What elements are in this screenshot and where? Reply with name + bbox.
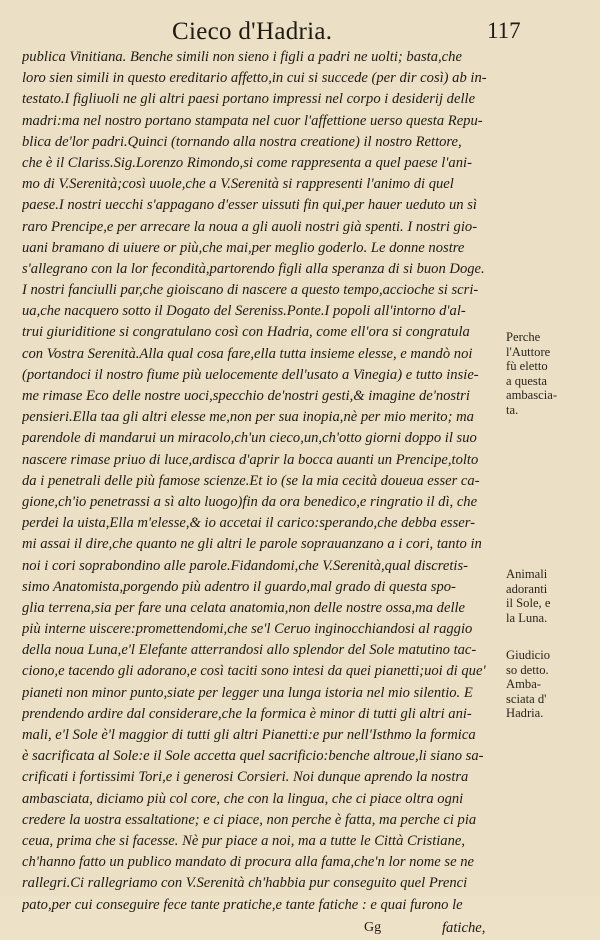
text-line: della noua Luna,e'l Elefante atterrandosi allo splendor del Sole matutino tac- [22,642,477,659]
text-line: perdei la uista,Ella m'elesse,& io accetai il carico:sperando,che debba esser- [22,515,475,532]
text-line: più interne uiscere:promettendomi,che se'l Ceruo inginocchiandosi al raggio [22,621,473,638]
margin-note-line: Hadria. [506,706,544,721]
signature-mark: Gg [364,919,382,935]
text-line: madri:ma nel nostro portano stampata nel cuor l'affettione uerso questa Repu- [22,112,483,129]
text-line: che è il Clariss.Sig.Lorenzo Rimondo,si come rappresenta a quel paese l'ani- [22,154,472,171]
margin-note-line: adoranti [506,581,548,596]
text-line: con Vostra Serenità.Alla qual cosa fare,ella tutta insieme elesse, e mandò noi [22,345,473,362]
text-line: nascere rimase priuo di luce,ardisca d'aprir la bocca auanti un Prencipe,tolto [22,451,479,468]
margin-note-line: Perche [506,330,541,344]
margin-note-line: sciata d' [506,691,547,706]
margin-note-animals-adoring [506,567,550,625]
text-line: simo Anatomista,porgendo più adentro il guardo,mal grado di questa spo- [22,578,456,595]
text-line: s'allegrano con la lor fecondità,partorendo figli alla speranza di si buon Doge. [22,260,485,277]
text-line: noi i cori soprabondino alle parole.Fidandomi,che V.Serenità,qual discretis- [22,557,469,574]
text-line: I nostri fanciulli par,che gioiscano di nascere a questo tempo,accioche si scri- [22,282,479,299]
text-line: mo di V.Serenità;così uuole,che a V.Serenità si rappresenti l'animo di quel [22,176,454,193]
margin-note-line: fù eletto [506,359,548,374]
text-line: publica Vinitiana. Benche simili non sieno i figli a padri ne uolti; basta,che [22,49,462,65]
margin-note-line: Giudicio [506,648,551,662]
page-number: 117 [487,18,521,43]
text-line: prendendo ardire dal considerare,che la formica è minor di tutti gli altri ani- [22,705,472,722]
text-line: parendole di mandarui un miracolo,ch'un cieco,un,ch'otto giorni doppo il suo [22,430,477,447]
text-line: mi assai il dire,che quanto ne gli altri le parole soprauanzano a i cori, tanto in [22,536,482,553]
text-line: loro sien simili in questo ereditario affetto,in cui si succede (per dir così) ab in- [22,70,487,87]
text-line: blica de'lor padri.Quinci (tornando alla nostra creatione) il nostro Rettore, [22,133,462,150]
text-line: crificati i fortissimi Tori,e i generosi Corsieri. Noi dunque aprendo la nostra [22,769,469,786]
margin-note-line: so detto. [506,662,549,677]
text-line: testato.I figliuoli ne gli altri paesi portano impressi nel corpo i desiderij delle [22,91,476,108]
margin-note-line: il Sole, e [506,596,551,611]
text-line: rallegri.Ci rallegriamo con V.Serenità ch'habbia pur conseguito quel Prenci [22,875,468,892]
margin-note-line: Animali [506,567,548,581]
text-line: ceua, prima che si facesse. Nè pur piace a noi, ma a tutte le Città Cristiane, [22,832,466,849]
footer-row [22,916,510,940]
text-line: da i penetrali delle più famose scienze.Et io (se la mia cecità doueua esser ca- [22,472,480,489]
margin-note-embassy [506,648,550,721]
text-line: pato,per cui conseguire fece tante pratiche,e tante fatiche : e quai furono le [22,896,463,913]
margin-note-line: l'Auttore [506,344,551,359]
running-title: Cieco d'Hadria. [172,18,333,45]
text-line: ciono,e tacendo gli adorano,e così taciti sono intesi da quei pianetti;uoi di que' [22,663,486,680]
margin-note-line: Amba- [506,677,541,692]
text-line: è sacrificata al Sole:e il Sole accetta quel sacrificio:benche altroue,li siano sa- [22,748,484,765]
text-line: ambasciata, diciamo più col core, che con la lingua, che ci piace oltra ogni [22,790,464,807]
text-line: me rimase Eco delle nostre uoci,specchio de'nostri gesti,& imagine de'nostri [22,388,470,404]
text-line: trui giuriditione si congratulano così con Hadria, come ell'ora si congratula [22,324,470,341]
body-text [22,47,510,940]
catchword: fatiche, [442,919,486,936]
text-line: credere la uostra essaltatione; e ci piace, non perche è fatta, ma perche ci pia [22,811,477,828]
text-line: raro Prencipe,e per arrecare la noua a gli auoli nostri già spenti. I nostri gio- [22,218,478,235]
margin-note-line: ambascia- [506,388,558,403]
text-line: pianeti non minor punto,siate per legger una lunga istoria nel mio silentio. E [22,684,473,701]
text-line: pensieri.Ella taa gli altri elesse me,non per sua inopia,nè per mio merito; ma [22,409,474,426]
text-line: (portandoci il nostro fiume più uelocemente dell'usato a Vinegia) e tutto insie- [22,366,479,383]
text-line: mali, e'l Sole è'l maggior di tutti gli altri Pianetti:e pur nell'Isthmo la formica [22,727,476,743]
text-line: glia terrena,sia per fare una celata anatomia,non delle nostre ossa,ma delle [22,599,466,616]
margin-note-line: ta. [506,402,519,417]
text-line: ch'hanno fatto un publico mandato di procura alla fama,che'n lor nome se ne [22,854,474,871]
text-line: paese.I nostri uecchi s'appagano d'esser uissuti fin qui,per hauer ueduto un sì [22,197,477,214]
text-line: uani bramano di uiuere or più,che mai,per meglio goderlo. Le donne nostre [22,239,465,256]
text-line: gione,ch'io penetrassi a sì alto luogo)fin da ora benedico,e ringratio il dì, che [22,493,478,510]
margin-note-line: la Luna. [506,610,548,625]
margin-note-author-chosen [506,330,557,418]
text-line: ua,che nacquero sotto il Dogato del Sereniss.Ponte.I popoli all'intorno d'al- [22,303,466,320]
margin-note-line: a questa [506,373,547,388]
